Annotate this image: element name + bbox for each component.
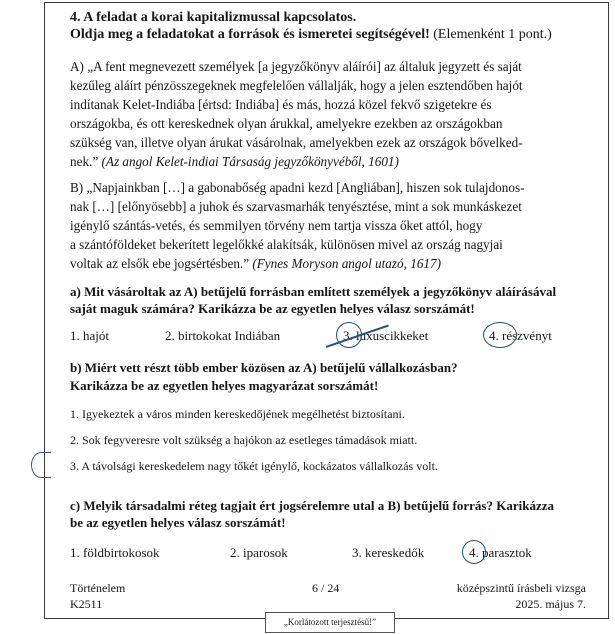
source-b-line: a szántóföldeket bekerített legelőkké alakítsák, különösen mivel az ország nagyjai: [70, 237, 503, 252]
source-a-line: nek.”: [70, 154, 99, 169]
option-c-4[interactable]: 4. parasztok: [469, 545, 532, 560]
option-a-2[interactable]: 2. birtokokat Indiában: [165, 328, 281, 343]
answer-circle-mark: [31, 452, 51, 478]
option-c-3[interactable]: 3. kereskedők: [352, 545, 425, 560]
source-b-last-line: [70, 256, 441, 272]
source-a-last-line: [70, 154, 399, 170]
footer-level: középszintű írásbeli vizsga: [456, 581, 586, 595]
question-a-line: saját maguk számára? Karikázza be az egyetlen helyes válasz sorszámát!: [70, 301, 475, 316]
option-a-3[interactable]: 3. luxuscikkeket: [343, 328, 429, 343]
source-b-citation: (Fynes Moryson angol utazó, 1617): [252, 256, 441, 271]
option-c-2[interactable]: 2. iparosok: [230, 545, 288, 560]
instruction-note: (Elemenként 1 pont.): [433, 27, 552, 42]
option-b-2[interactable]: 2. Sok fegyveresre volt szükség a hajókon az esetleges támadások miatt.: [70, 433, 418, 447]
question-a-line: a) Mit vásároltak az A) betűjelű forrásban említett személyek a jegyzőkönyv aláírásával: [70, 284, 557, 299]
answer-circle-mark: [483, 322, 517, 348]
footer-code: K2511: [70, 597, 103, 611]
task-instruction: [70, 27, 552, 43]
footer-subject: Történelem: [70, 581, 126, 595]
question-b-line: b) Miért vett részt több ember közösen az A) betűjelű vállalkozásban?: [70, 360, 458, 375]
option-b-3[interactable]: 3. A távolsági kereskedelem nagy tőkét igénylő, kockázatos vállalkozás volt.: [70, 459, 438, 473]
source-a-line: szükség van, illetve olyan árukat vásárolnak, amelyekben ezek az országok bővelked-: [70, 135, 523, 150]
footer-date: 2025. május 7.: [515, 597, 586, 611]
instruction-bold: Oldja meg a feladatokat a források és ismeretei segítségével!: [70, 27, 430, 42]
question-b-line: Karikázza be az egyetlen helyes magyarázat sorszámát!: [70, 378, 379, 393]
source-a-line: országokba, és ott kereskednek olyan árukkal, amelyekre ezekben az országokban: [70, 116, 503, 131]
source-a-line: A) „A fent megnevezett személyek [a jegyzőkönyv aláírói] az általuk jegyzett és saját: [70, 59, 522, 74]
option-c-1[interactable]: 1. földbirtokosok: [70, 545, 160, 560]
answer-circle-mark: [462, 540, 486, 564]
question-c-line: c) Melyik társadalmi réteg tagjait ért jogsérelemre utal a B) betűjelű forrás? Karikázza: [70, 498, 554, 513]
task-title: 4. A feladat a korai kapitalizmussal kapcsolatos.: [70, 10, 357, 25]
source-b-line: nak […] [előnyösebb] a juhok és szarvasmarhák tenyésztése, mint a sok munkáskezet: [70, 199, 522, 214]
source-b-line: igénylő szántás-vetés, és semmilyen törvény nem tartja vissza őket attól, hogy: [70, 218, 483, 233]
source-a-line: kezűleg aláírt pénzösszegeknek megfelelően vállalják, hogy a jelen esztendőben hajót: [70, 78, 523, 93]
source-a-line: indítanak Kelet-Indiába [értsd: Indiába] és más, hozzá közel fekvő szigetekre és: [70, 97, 492, 112]
source-a-citation: (Az angol Kelet-indiai Társaság jegyzőkönyvéből, 1601): [101, 154, 399, 169]
footer-page-number: 6 / 24: [312, 581, 340, 595]
distribution-stamp: „Korlátozott terjesztésű!”: [265, 612, 395, 633]
option-a-4[interactable]: 4. részvényt: [489, 328, 552, 343]
question-c-line: be az egyetlen helyes válasz sorszámát!: [70, 515, 286, 530]
option-b-1[interactable]: 1. Igyekeztek a város minden kereskedőjének megélhetést biztosítani.: [70, 407, 405, 421]
source-b-line: voltak az elsők ebe jogsértésben.”: [70, 256, 250, 271]
option-a-1[interactable]: 1. hajót: [70, 328, 109, 343]
source-b-line: B) „Napjainkban […] a gabonabőség apadni kezd [Angliában], hiszen sok tulajdonos-: [70, 180, 525, 195]
